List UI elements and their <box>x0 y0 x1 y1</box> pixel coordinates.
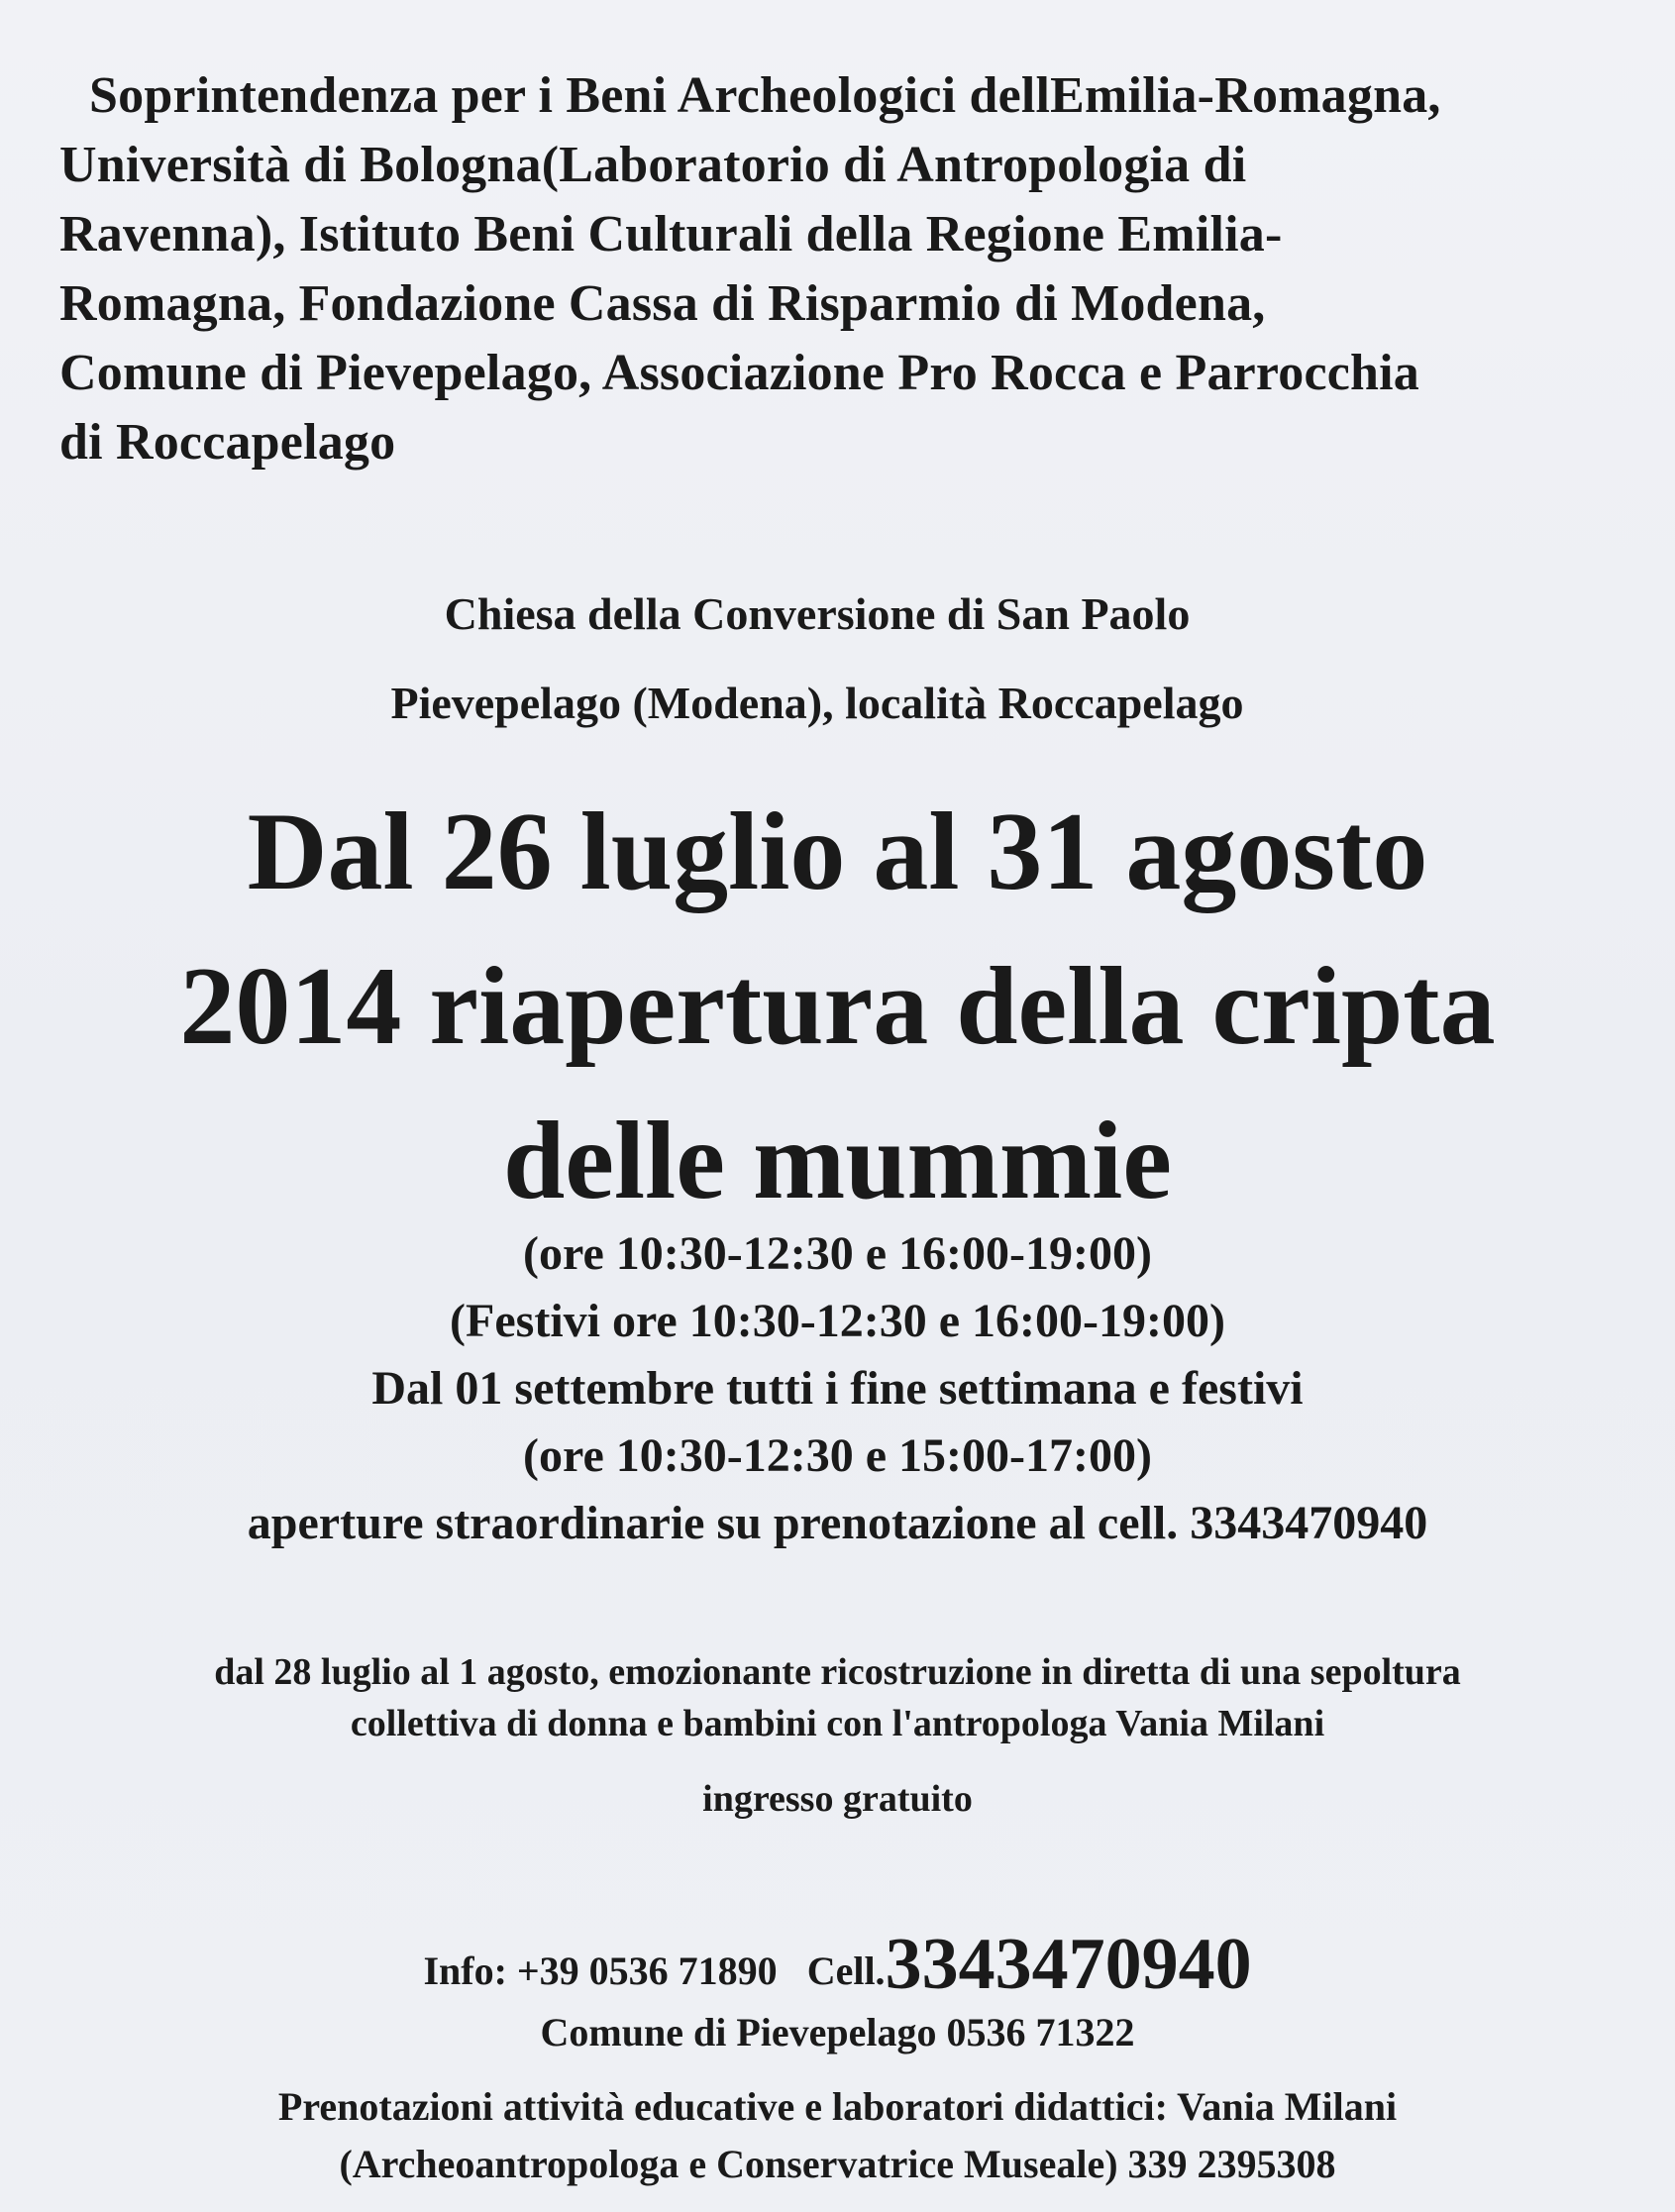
cell-label: Cell. <box>806 1949 886 1993</box>
event-line: collettiva di donna e bambini con l'antropologa Vania Milani <box>350 1703 1325 1744</box>
headline-line: delle mummie <box>503 1100 1172 1222</box>
booking-line: (Archeoantropologa e Conservatrice Museale) 339 2395308 <box>339 2142 1336 2186</box>
contacts-line <box>0 1924 1675 2008</box>
hours-line: (ore 10:30-12:30 e 15:00-17:00) <box>523 1429 1152 1482</box>
organizers-line: Romagna, Fondazione Cassa di Risparmio di Modena, <box>59 275 1266 332</box>
hours-line: aperture straordinarie su prenotazione al cell. 3343470940 <box>247 1497 1428 1549</box>
headline-line: Dal 26 luglio al 31 agosto <box>247 790 1428 913</box>
booking-info <box>0 2078 1675 2193</box>
headline-line: 2014 riapertura della cripta <box>179 945 1496 1068</box>
booking-line: Prenotazioni attività educative e laboratori didattici: Vania Milani <box>277 2084 1398 2129</box>
event-description <box>0 1646 1675 1749</box>
hours-line: Dal 01 settembre tutti i fine settimana e festivi <box>371 1362 1304 1415</box>
info-phone: Info: +39 0536 71890 <box>423 1949 778 1993</box>
organizers-line: di Roccapelago <box>59 414 396 471</box>
free-entry-note: ingresso gratuito <box>702 1778 973 1820</box>
organizers-line: Università di Bologna(Laboratorio di Antropologia di <box>59 137 1247 193</box>
cell-number: 3343470940 <box>885 1924 1252 2005</box>
hours-line: (Festivi ore 10:30-12:30 e 16:00-19:00) <box>450 1295 1225 1347</box>
comune-phone: Comune di Pievepelago 0536 71322 <box>540 2010 1135 2054</box>
event-line: dal 28 luglio al 1 agosto, emozionante ricostruzione in diretta di una sepoltura <box>214 1651 1461 1693</box>
hours-line: (ore 10:30-12:30 e 16:00-19:00) <box>523 1227 1152 1280</box>
church-name: Chiesa della Conversione di San Paolo <box>444 588 1191 639</box>
organizers-line: Ravenna), Istituto Beni Culturali della Regione Emilia- <box>59 206 1283 263</box>
venue-location: Pievepelago (Modena), località Roccapelago <box>390 678 1244 728</box>
organizers-block <box>59 61 1644 477</box>
headline <box>0 775 1675 1238</box>
opening-hours <box>0 1220 1675 1557</box>
organizers-line: Soprintendenza per i Beni Archeologici dellEmilia-Romagna, <box>89 67 1441 124</box>
organizers-line: Comune di Pievepelago, Associazione Pro Rocca e Parrocchia <box>59 345 1419 401</box>
